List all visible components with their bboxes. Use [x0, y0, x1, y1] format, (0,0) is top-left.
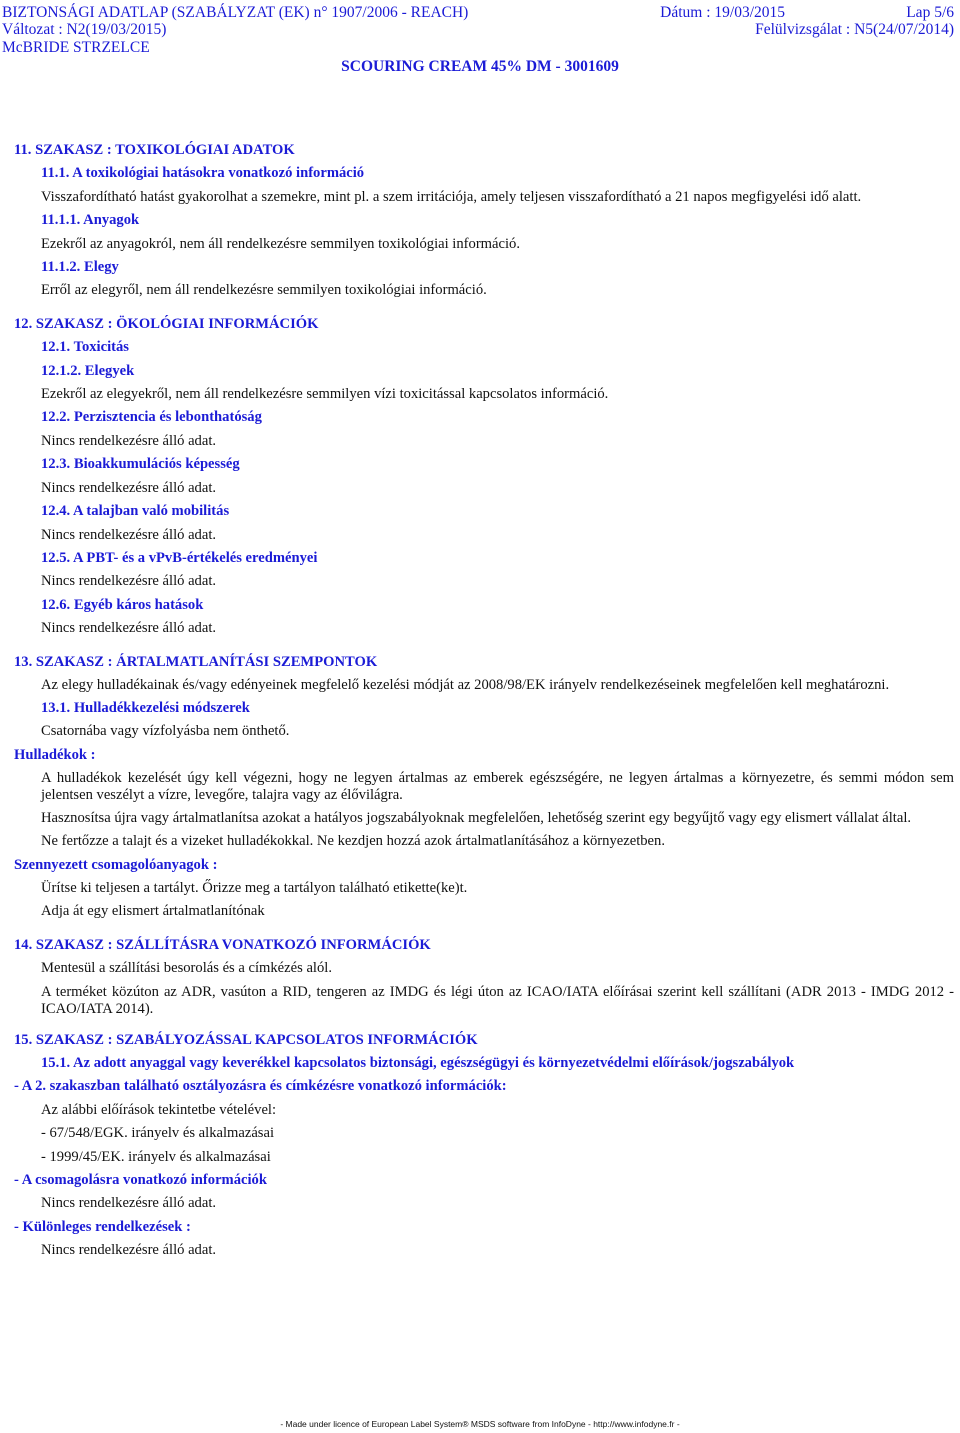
section-12-title: 12. SZAKASZ : ÖKOLÓGIAI INFORMÁCIÓK	[14, 315, 319, 332]
packaging-info-text: Nincs rendelkezésre álló adat.	[41, 1195, 217, 1212]
section-11-1-1-title: 11.1.1. Anyagok	[41, 212, 140, 229]
page-header	[0, 0, 960, 110]
doc-revision: Felülvizsgálat : N5(24/07/2014)	[755, 21, 954, 38]
section-12-6-text: Nincs rendelkezésre álló adat.	[41, 620, 217, 637]
section-11-1-2-title: 11.1.2. Elegy	[41, 259, 119, 276]
product-name: SCOURING CREAM 45% DM - 3001609	[341, 58, 619, 75]
special-provisions-title: - Különleges rendelkezések :	[14, 1218, 191, 1235]
packaging-info-title: - A csomagolásra vonatkozó információk	[14, 1172, 267, 1189]
section-13-title: 13. SZAKASZ : ÁRTALMATLANÍTÁSI SZEMPONTOK	[14, 653, 378, 670]
page-number: Lap 5/6	[906, 4, 954, 21]
doc-date: Dátum : 19/03/2015	[660, 4, 785, 21]
section-12-1-title: 12.1. Toxicitás	[41, 339, 129, 356]
page-footer: - Made under licence of European Label System® MSDS software from InfoDyne - http://www.infodyne.fr -	[280, 1419, 680, 1429]
section-11-1-2-text: Erről az elegyről, nem áll rendelkezésre semmilyen toxikológiai információ.	[41, 282, 487, 299]
section-12-2-text: Nincs rendelkezésre álló adat.	[41, 432, 217, 449]
section-15-1-title: 15.1. Az adott anyaggal vagy keverékkel kapcsolatos biztonsági, egészségügyi és környezetvédelmi előírások/jogszabályok	[41, 1055, 795, 1071]
packaging-paragraph-1: Ürítse ki teljesen a tartályt. Őrizze meg a tartályon található etikette(ke)t.	[41, 879, 468, 896]
doc-version: Változat : N2(19/03/2015)	[2, 21, 167, 38]
waste-paragraph-3: Ne fertőzze a talajt és a vizeket hulladékokkal. Ne kezdjen hozzá azok ártalmatlanításához a környezetben.	[41, 833, 665, 850]
section-12-4-title: 12.4. A talajban való mobilitás	[41, 503, 230, 520]
section-12-5-title: 12.5. A PBT- és a vPvB-értékelés eredményei	[41, 549, 318, 566]
company-name: McBRIDE STRZELCE	[2, 39, 150, 56]
section-11-1-1-text: Ezekről az anyagokról, nem áll rendelkezésre semmilyen toxikológiai információ.	[41, 235, 520, 252]
classification-item-1: - 67/548/EGK. irányelv és alkalmazásai	[41, 1125, 275, 1142]
section-13-1-title: 13.1. Hulladékkezelési módszerek	[41, 699, 250, 716]
doc-title: BIZTONSÁGI ADATLAP (SZABÁLYZAT (EK) n° 1907/2006 - REACH)	[2, 4, 469, 21]
section-12-1-2-text: Ezekről az elegyekről, nem áll rendelkezésre semmilyen vízi toxicitással kapcsolatos információ.	[41, 386, 609, 403]
section-11-1-title: 11.1. A toxikológiai hatásokra vonatkozó információ	[41, 165, 365, 182]
packaging-label: Szennyezett csomagolóanyagok :	[14, 856, 218, 873]
waste-label: Hulladékok :	[14, 746, 96, 763]
section-12-3-text: Nincs rendelkezésre álló adat.	[41, 479, 217, 496]
section-14-title: 14. SZAKASZ : SZÁLLÍTÁSRA VONATKOZÓ INFORMÁCIÓK	[14, 936, 431, 953]
section-14-paragraph-1: Mentesül a szállítási besorolás és a címkézés alól.	[41, 960, 332, 977]
section-12-5-text: Nincs rendelkezésre álló adat.	[41, 573, 217, 590]
section-12-4-text: Nincs rendelkezésre álló adat.	[41, 526, 217, 543]
section-12-3-title: 12.3. Bioakkumulációs képesség	[41, 456, 240, 473]
waste-paragraph-1: A hulladékok kezelését úgy kell végezni, hogy ne legyen ártalmas az emberek egészségére, ne legyen ártalmas a környezetre, és semmi módon sem jelentsen veszélyt a vízre, levegőre, talajra vagy az élővilágra.	[41, 770, 954, 804]
document-body	[14, 139, 954, 1263]
section-15-title: 15. SZAKASZ : SZABÁLYOZÁSSAL KAPCSOLATOS INFORMÁCIÓK	[14, 1031, 478, 1048]
section-13-intro: Az elegy hulladékainak és/vagy edényeinek megfelelő kezelési módját az 2008/98/EK irányelv rendelkezéseinek megfelelően kell meghatározni.	[41, 676, 890, 693]
section-12-6-title: 12.6. Egyéb káros hatások	[41, 596, 204, 613]
packaging-paragraph-2: Adja át egy elismert ártalmatlanítónak	[41, 903, 265, 920]
section-12-1-2-title: 12.1.2. Elegyek	[41, 362, 135, 379]
section-11-1-text: Visszafordítható hatást gyakorolhat a szemekre, mint pl. a szem irritációja, amely teljesen visszafordítható a 21 napos megfigyelési idő alatt.	[41, 188, 862, 205]
special-provisions-text: Nincs rendelkezésre álló adat.	[41, 1242, 217, 1259]
classification-item-2: - 1999/45/EK. irányelv és alkalmazásai	[41, 1148, 271, 1165]
section-12-2-title: 12.2. Perzisztencia és lebonthatóság	[41, 409, 262, 426]
classification-intro: Az alábbi előírások tekintetbe vételével:	[41, 1101, 277, 1118]
section-11-title: 11. SZAKASZ : TOXIKOLÓGIAI ADATOK	[14, 142, 295, 158]
waste-paragraph-2: Hasznosítsa újra vagy ártalmatlanítsa azokat a hatályos jogszabályoknak megfelelően, lehetőség szerint egy begyűjtő vagy egy elismert vállalat által.	[41, 810, 912, 827]
section-13-1-text: Csatornába vagy vízfolyásba nem önthető.	[41, 723, 290, 740]
classification-title: - A 2. szakaszban található osztályozásra és címkézésre vonatkozó információk:	[14, 1078, 507, 1095]
section-14-paragraph-2: A terméket közúton az ADR, vasúton a RID, tengeren az IMDG és légi úton az ICAO/IATA előírásai szerint kell szállítani (ADR 2013 - IMDG 2012 - ICAO/IATA 2014).	[41, 983, 954, 1017]
